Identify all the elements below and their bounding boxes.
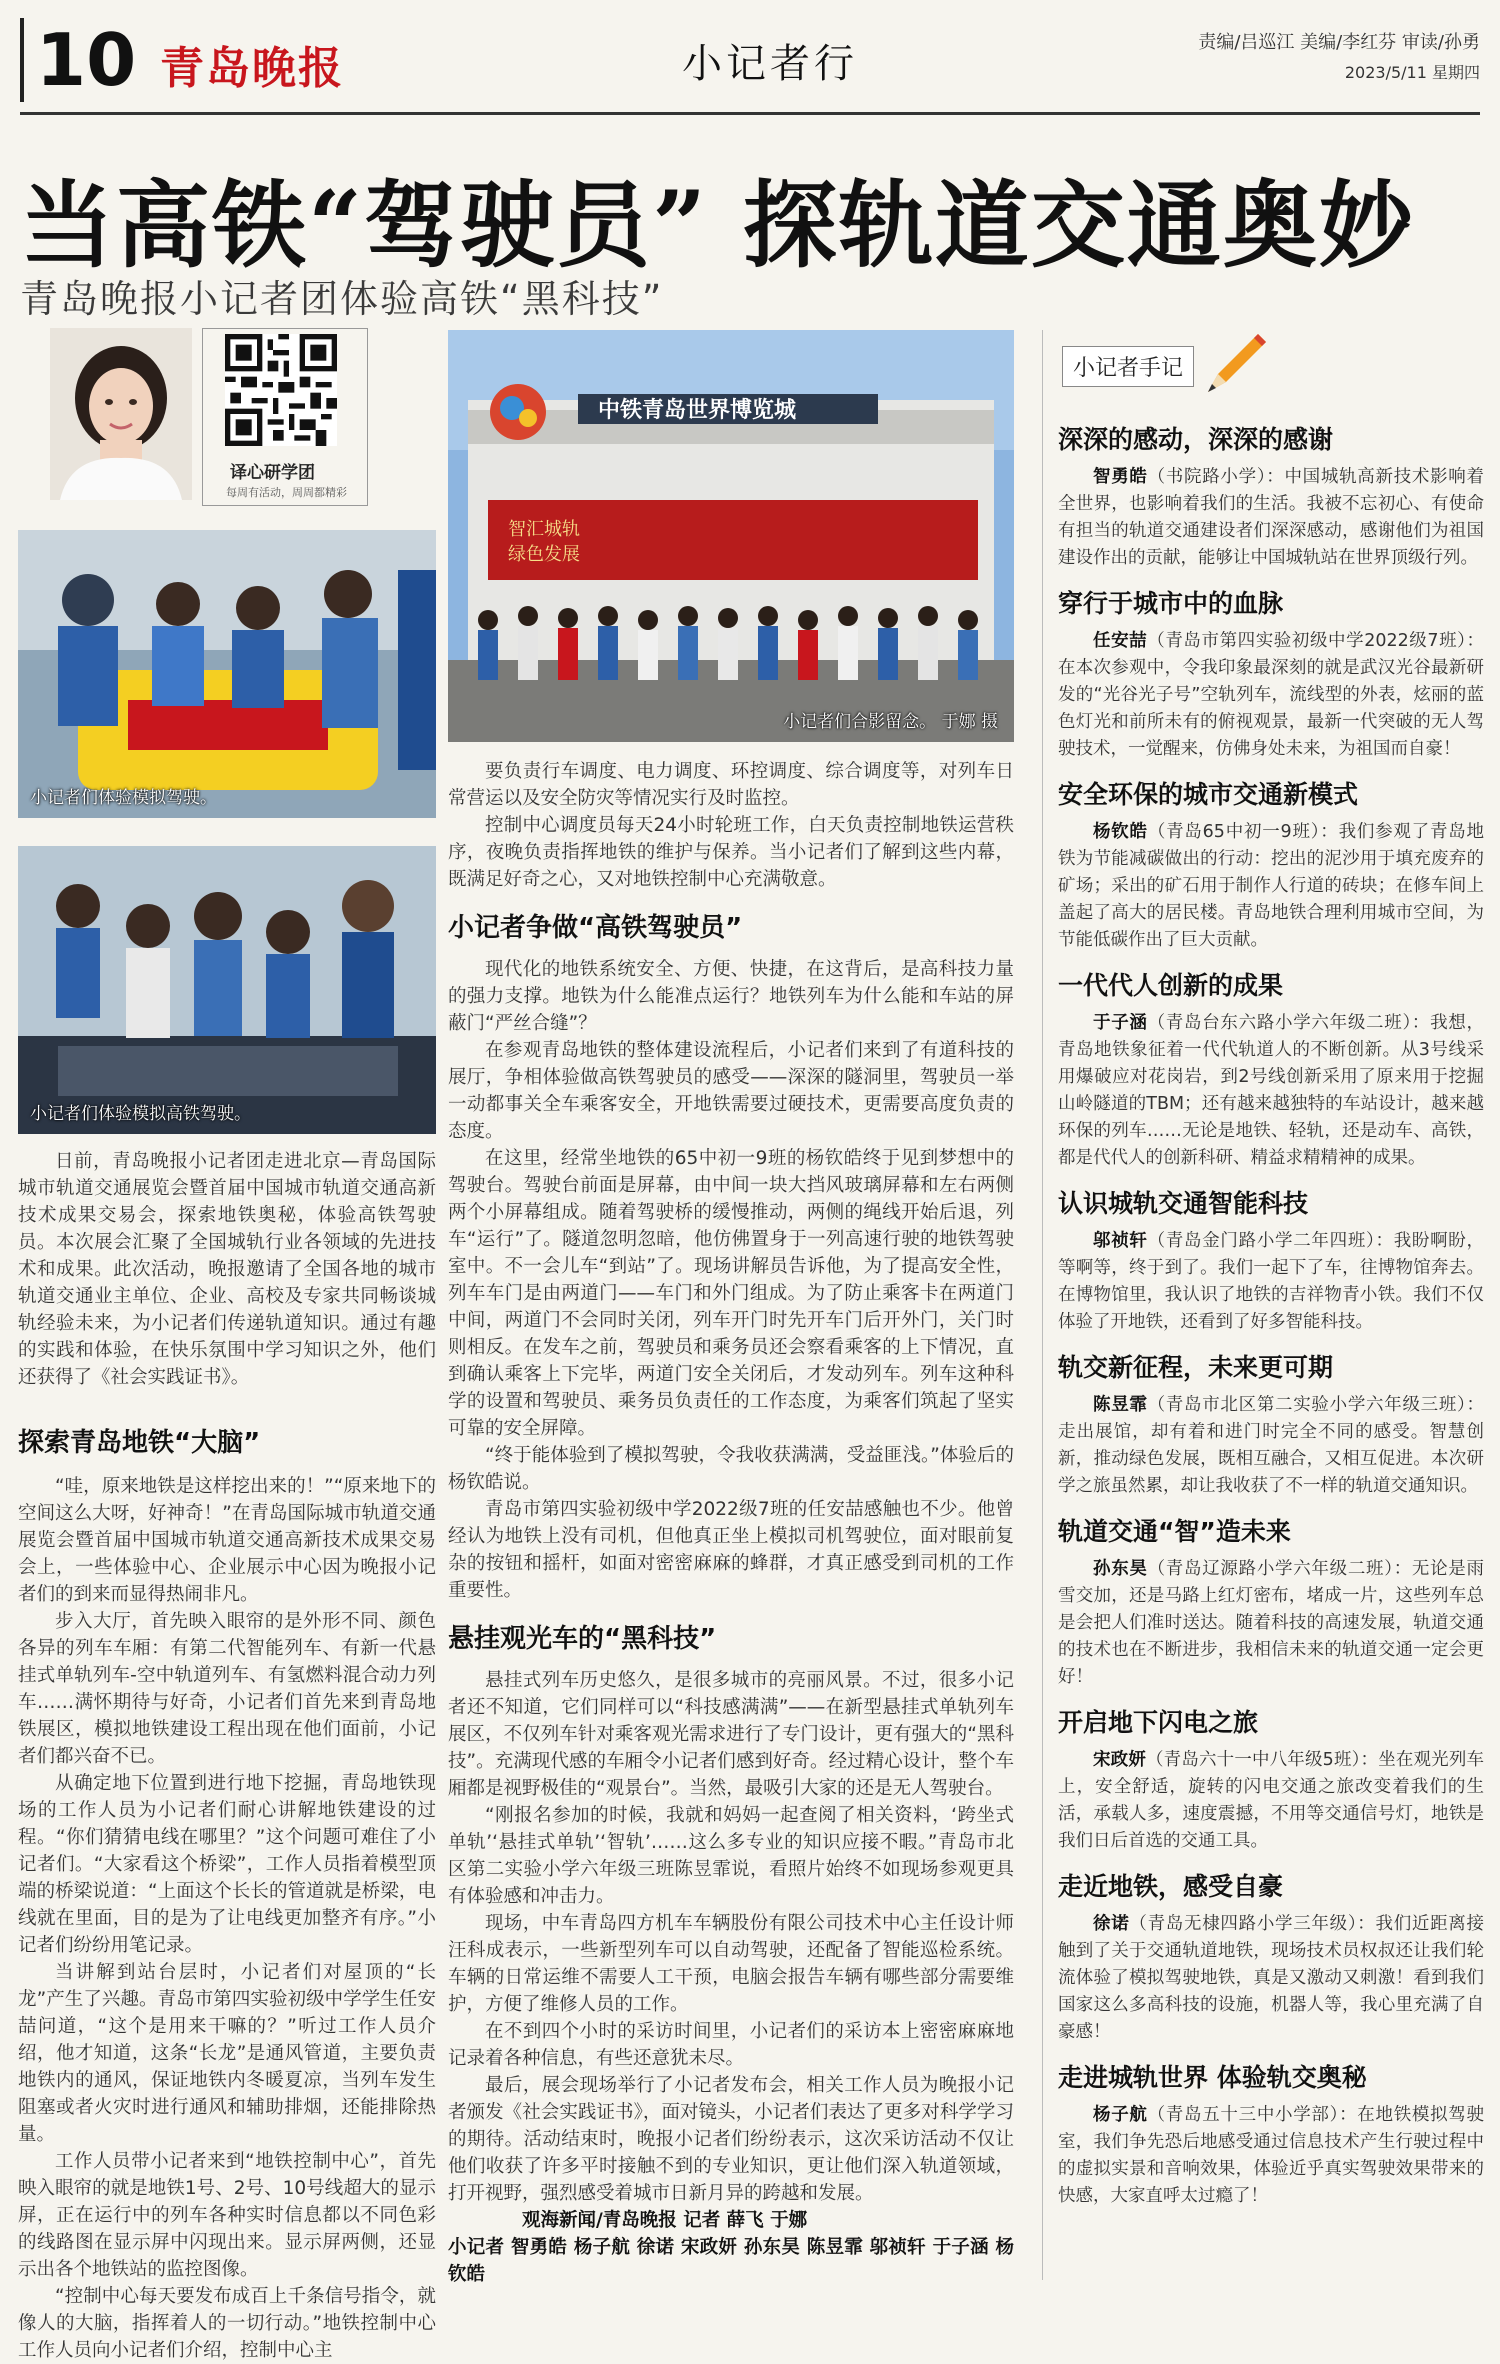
note-school: （青岛六十一中八年级5班）： xyxy=(1146,1750,1379,1770)
banner-left: 智汇城轨 xyxy=(508,519,580,540)
section-title: 小记者争做“高铁驾驶员” xyxy=(448,913,743,943)
note-item xyxy=(1058,2058,1484,2210)
building-sign: 中铁青岛世界博览城 xyxy=(598,398,797,423)
note-item xyxy=(1058,584,1484,763)
note-item xyxy=(1058,1867,1484,2046)
section-title: 探索青岛地铁“大脑” xyxy=(18,1428,261,1458)
note-title: 轨道交通“智”造未来 xyxy=(1058,1517,1291,1546)
pencil-icon xyxy=(1204,326,1268,400)
note-title: 安全环保的城市交通新模式 xyxy=(1058,780,1359,809)
promo-box xyxy=(50,328,368,518)
qr-subtitle: 每周有活动，周周都精彩 xyxy=(226,486,347,499)
photo-driving-console xyxy=(18,846,436,1134)
editor-credits: 责编/吕巡江 美编/李红芬 审读/孙勇 xyxy=(1198,32,1480,53)
note-school: （青岛辽源路小学六年级二班）： xyxy=(1147,1559,1412,1579)
notes-tag: 小记者手记 xyxy=(1062,346,1194,387)
subheadline: 青岛晚报小记者团体验高铁“黑科技” xyxy=(20,277,664,321)
note-title: 穿行于城市中的血脉 xyxy=(1058,589,1284,618)
note-school: （青岛65中初一9班）： xyxy=(1147,822,1339,842)
note-title: 深深的感动，深深的感谢 xyxy=(1058,425,1334,454)
mid-article: 要负责行车调度、电力调度、环控调度、综合调度等，对列车日常营运以及安全防灾等情况实行及时监控。 控制中心调度员每天24小时轮班工作，白天负责控制地铁运营秩序，夜晚负责指挥地铁的维护与保养。当小记者们了解到这些内幕，既满足好奇之心，又对地铁控制中心充满敬意。 小记者争做“高铁驾驶员” 现代化的地铁系统安全、方便、快捷，在这背后，是高科技力量的强力支撑。地铁为什么能准点运行？地铁列车为什么能和车站的屏蔽门“严丝合缝”？ 在参观青岛地铁的整体建设流程后，小记者们来到了有道科技的展厅，争相体验做高铁驾驶员的感受——深深的隧洞里，驾驶员一举一动都事关全车乘客安全，开地铁需要过硬技术，更需要高度负责的态度。 在这里，经常坐地铁的65中初一9班的杨钦皓终于见到梦想中的驾驶台。驾驶台前面是屏幕，由中间一块大挡风玻璃屏幕和左右两侧两个小屏幕组成。随着驾驶桥的缓慢推动，两侧的绳线开始后退，列车“运行”了。隧道忽明忽暗，他仿佛置身于一列高速行驶的地铁驾驶室中。不一会儿车“到站”了。现场讲解员告诉他，为了提高安全性，列车车门是由两道门——车门和外门组成。为了防止乘客卡在两道门中间，两道门不会同时关闭，列车开门时先开车门后开外门，关门时则相反。在发车之前，驾驶员和乘务员还会察看乘客的上下情况，直到确认乘客上下完毕，两道门安全关闭后，才发动列车。列车这种科学的设置和驾驶员、乘务员负责任的工作态度，为乘客们筑起了坚实可靠的安全屏障。 “终于能体验到了模拟驾驶，令我收获满满，受益匪浅。”体验后的杨钦皓说。 青岛市第四实验初级中学2022级7班的任安喆感触也不少。他曾经认为地铁上没有司机，但他真正坐上模拟司机驾驶位，面对眼前复杂的按钮和摇杆，如面对密密麻麻的蜂群，才真正感受到司机的工作重要性。 悬挂观光车的“黑科技” 悬挂式列车历史悠久，是很多城市的亮丽风景。不过，很多小记者还不知道，它们同样可以“科技感满满”——在新型悬挂式单轨列车展区，不仅列车针对乘客观光需求进行了专门设计，更有强大的“黑科技”。充满现代感的车厢令小记者们感到好奇。经过精心设计，整个车厢都是视野极佳的“观景台”。当然，最吸引大家的还是无人驾驶台。 “刚报名参加的时候，我就和妈妈一起查阅了相关资料，‘跨坐式单轨’‘悬挂式单轨’‘智轨’……这么多专业的知识应接不暇。”青岛市北区第二实验小学六年级三班陈昱霏说，看照片始终不如现场参观更具有体验感和冲击力。 现场，中车青岛四方机车车辆股份有限公司技术中心主任设计师汪科成表示，一些新型列车可以自动驾驶，还配备了智能巡检系统。车辆的日常运维不需要人工干预，电脑会报告车辆有哪些部分需要维护，方便了维修人员的工作。 在不到四个小时的采访时间里，小记者们的采访本上密密麻麻地记录着各种信息，有些还意犹未尽。 最后，展会现场举行了小记者发布会，相关工作人员为晚报小记者颁发《社会实践证书》，面对镜头，小记者们表达了更多对科学学习的期待。活动结束时，晚报小记者们纷纷表示，这次采访活动不仅让他们收获了许多平时接触不到的专业知识，更让他们深入轨道领域，打开视野，强烈感受着城市日新月异的跨越和发展。 观海新闻/青岛晚报 记者 薛飞 于娜 小记者 智勇皓 杨子航 徐诺 宋政妍 孙东昊 陈昱霏 邬祯轩 于子涵 杨钦皓 xyxy=(448,758,1014,2288)
masthead-rule xyxy=(20,112,1480,115)
article-body: “哇，原来地铁是这样挖出来的！”“原来地下的空间这么大呀，好神奇！”在青岛国际城市轨道交通展览会暨首届中国城市轨道交通高新技术成果交易会上，一些体验中心、企业展示中心因为晚报小记者们的到来而显得热闹非凡。 步入大厅，首先映入眼帘的是外形不同、颜色各异的列车车厢：有第二代智能列车、有新一代悬挂式单轨列车-空中轨道列车、有氢燃料混合动力列车……满怀期待与好奇，小记者们首先来到青岛地铁展区，模拟地铁建设工程出现在他们面前，小记者们都兴奋不已。 从确定地下位置到进行地下挖掘，青岛地铁现场的工作人员为小记者们耐心讲解地铁建设的过程。“你们猜猜电线在哪里？”这个问题可难住了小记者们。“大家看这个桥梁”，工作人员指着模型顶端的桥梁说道：“上面这个长长的管道就是桥梁，电线就在里面，目的是为了让电线更加整齐有序。”小记者们纷纷用笔记录。 当讲解到站台层时，小记者们对屋顶的“长龙”产生了兴趣。青岛市第四实验初级中学学生任安喆问道，“这个是用来干嘛的？”听过工作人员介绍，他才知道，这条“长龙”是通风管道，主要负责地铁内的通风，保证地铁内冬暖夏凉，当列车发生阻塞或者火灾时进行通风和辅助排烟，还能排除热量。 工作人员带小记者来到“地铁控制中心”，首先映入眼帘的就是地铁1号、2号、10号线超大的显示屏，正在运行中的列车各种实时信息都以不同色彩的线路图在显示屏中闪现出来。显示屏两侧，还显示出各个地铁站的监控图像。 “控制中心每天要发布成百上千条信号指令，就像人的大脑，指挥着人的一切行动。”地铁控制中心工作人员向小记者们介绍，控制中心主 xyxy=(18,1476,436,2361)
newspaper-name: 青岛晚报 xyxy=(160,43,344,94)
note-school: （青岛市第四实验初级中学2022级7班）： xyxy=(1147,631,1485,651)
note-text: 无论是雨雪交加，还是马路上红灯密布，堵成一片，这些列车总是会把人们准时送达。随着科技的高速发展，轨道交通的技术也在不断进步，我相信未来的轨道交通一定会更好！ xyxy=(1058,1559,1485,1687)
intro-paragraph: 日前，青岛晚报小记者团走进北京—青岛国际城市轨道交通展览会暨首届中国城市轨道交通高新技术成果交易会，探索地铁奥秘，体验高铁驾驶员。本次展会汇聚了全国城轨行业各领域的先进技术和成果。此次活动，晚报邀请了全国各地的城市轨道交通业主单位、企业、高校及专家共同畅谈城轨经验未来，为小记者们传递轨道知识。通过有趣的实践和体验，在快乐氛围中学习知识之外，他们还获得了《社会实践证书》。 xyxy=(18,1151,436,1388)
note-text: 坐在观光列车上，安全舒适，旋转的闪电交通之旅改变着我们的生活，承载人多，速度震撼，不用等交通信号灯，地铁是我们日后首选的交通工具。 xyxy=(1058,1750,1485,1851)
column-divider xyxy=(1042,330,1043,2280)
left-article xyxy=(18,1400,436,2364)
note-title: 轨交新征程，未来更可期 xyxy=(1058,1353,1334,1382)
note-title: 开启地下闪电之旅 xyxy=(1058,1708,1259,1737)
note-author: 杨钦皓 xyxy=(1093,822,1148,842)
note-item xyxy=(1058,1512,1484,1691)
note-author: 于子涵 xyxy=(1093,1013,1148,1033)
note-author: 孙东昊 xyxy=(1093,1559,1148,1579)
note-author: 宋政妍 xyxy=(1093,1750,1146,1770)
photo-simulator xyxy=(18,530,436,818)
note-item xyxy=(1058,420,1484,572)
note-item xyxy=(1058,1348,1484,1500)
note-item xyxy=(1058,775,1484,954)
note-item xyxy=(1058,966,1484,1172)
note-text: 走出展馆，却有着和进门时完全不同的感受。智慧创新，推动绿色发展，既相互融合，又相互促进。本次研学之旅虽然累，却让我收获了不一样的轨道交通知识。 xyxy=(1058,1422,1484,1496)
page-number: 10 xyxy=(20,18,140,102)
note-school: （青岛五十三中小学部）： xyxy=(1147,2105,1358,2125)
note-author: 杨子航 xyxy=(1093,2105,1148,2125)
note-title: 走近地铁，感受自豪 xyxy=(1058,1872,1284,1901)
note-author: 智勇皓 xyxy=(1093,467,1148,487)
note-author: 陈昱霏 xyxy=(1093,1395,1148,1415)
note-author: 徐诺 xyxy=(1093,1914,1130,1934)
byline: 观海新闻/青岛晚报 记者 薛飞 于娜 xyxy=(522,2210,808,2231)
note-author: 任安喆 xyxy=(1093,631,1148,651)
note-item xyxy=(1058,1184,1484,1336)
photo-group xyxy=(448,330,1014,742)
headline: 当高铁“驾驶员” 探轨道交通奥妙 xyxy=(20,171,1415,281)
note-school: （青岛金门路小学二年四班）： xyxy=(1147,1231,1394,1251)
note-author: 邬祯轩 xyxy=(1093,1231,1148,1251)
photo-caption: 小记者们合影留念。 于娜 摄 xyxy=(783,712,998,732)
photo-caption: 小记者们体验模拟高铁驾驶。 xyxy=(30,1104,251,1124)
note-title: 认识城轨交通智能科技 xyxy=(1058,1189,1309,1218)
note-text: 中国城轨高新技术影响着全世界，也影响着我们的生活。我被不忘初心、有使命有担当的轨道交通建设者们深深感动，感谢他们为祖国建设作出的贡献，能够让中国城轨站在世界顶级行列。 xyxy=(1058,467,1485,568)
note-title: 一代代人创新的成果 xyxy=(1058,971,1284,1000)
photo-caption: 小记者们体验模拟驾驶。 xyxy=(30,788,217,808)
note-text: 我想，青岛地铁象征着一代代轨道人的不断创新。从3号线采用爆破应对花岗岩，到2号线创新采用了原来用于挖掘山岭隧道的TBM；还有越来越独特的车站设计，越来越环保的列车……无论是地铁、轻轨，还是动车、高铁，都是代代人的创新科研、精益求精精神的成果。 xyxy=(1058,1013,1485,1168)
note-school: （青岛台东六路小学六年级二班）： xyxy=(1147,1013,1431,1033)
section-title: 悬挂观光车的“黑科技” xyxy=(448,1624,717,1654)
issue-date: 2023/5/11 星期四 xyxy=(1344,63,1480,82)
qr-title: 译心研学团 xyxy=(230,463,315,483)
reporter-portrait xyxy=(50,328,192,500)
note-text: 我盼啊盼，等啊等，终于到了。我们一起下了车，往博物馆奔去。在博物馆里，我认识了地铁的吉祥物青小铁。我们不仅体验了开地铁，还看到了好多智能科技。 xyxy=(1058,1231,1485,1332)
note-text: 我们参观了青岛地铁为节能减碳做出的行动：挖出的泥沙用于填充废弃的矿场；采出的矿石用于制作人行道的砖块；在修车间上盖起了高大的居民楼。青岛地铁合理利用城市空间，为节能低碳作出了巨大贡献。 xyxy=(1058,822,1485,950)
note-school: （青岛无棣四路小学三年级）： xyxy=(1129,1914,1376,1934)
note-school: （青岛市北区第二实验小学六年级三班）： xyxy=(1147,1395,1485,1415)
byline-reporters: 小记者 智勇皓 杨子航 徐诺 宋政妍 孙东昊 陈昱霏 邬祯轩 于子涵 杨钦皓 xyxy=(448,2237,1014,2285)
masthead xyxy=(20,18,1480,110)
section-name: 小记者行 xyxy=(682,41,858,87)
notes-header xyxy=(1062,340,1262,384)
credits xyxy=(1198,28,1480,88)
note-item xyxy=(1058,1703,1484,1855)
notes-list xyxy=(1058,420,1484,2222)
note-title: 走进城轨世界 体验轨交奥秘 xyxy=(1058,2063,1367,2092)
note-school: （书院路小学）： xyxy=(1147,467,1285,487)
note-text: 在本次参观中，令我印象最深刻的就是武汉光谷最新研发的“光谷光子号”空轨列车，流线型的外表，炫丽的蓝色灯光和前所未有的俯视观景，最新一代突破的无人驾驶技术，一觉醒来，仿佛身处未来，为祖国而自豪！ xyxy=(1058,658,1484,759)
qr-code-icon[interactable] xyxy=(225,334,337,446)
note-text: 在地铁模拟驾驶室，我们争先恐后地感受通过信息技术产生行驶过程中的虚拟实景和音响效果，体验近乎真实驾驶效果带来的快感，大家直呼太过瘾了！ xyxy=(1058,2105,1485,2206)
note-text: 我们近距离接触到了关于交通轨道地铁，现场技术员权叔还让我们轮流体验了模拟驾驶地铁，真是又激动又刺激！看到我们国家这么多高科技的设施，机器人等，我心里充满了自豪感！ xyxy=(1058,1914,1485,2042)
banner-right: 绿色发展 xyxy=(508,544,580,565)
